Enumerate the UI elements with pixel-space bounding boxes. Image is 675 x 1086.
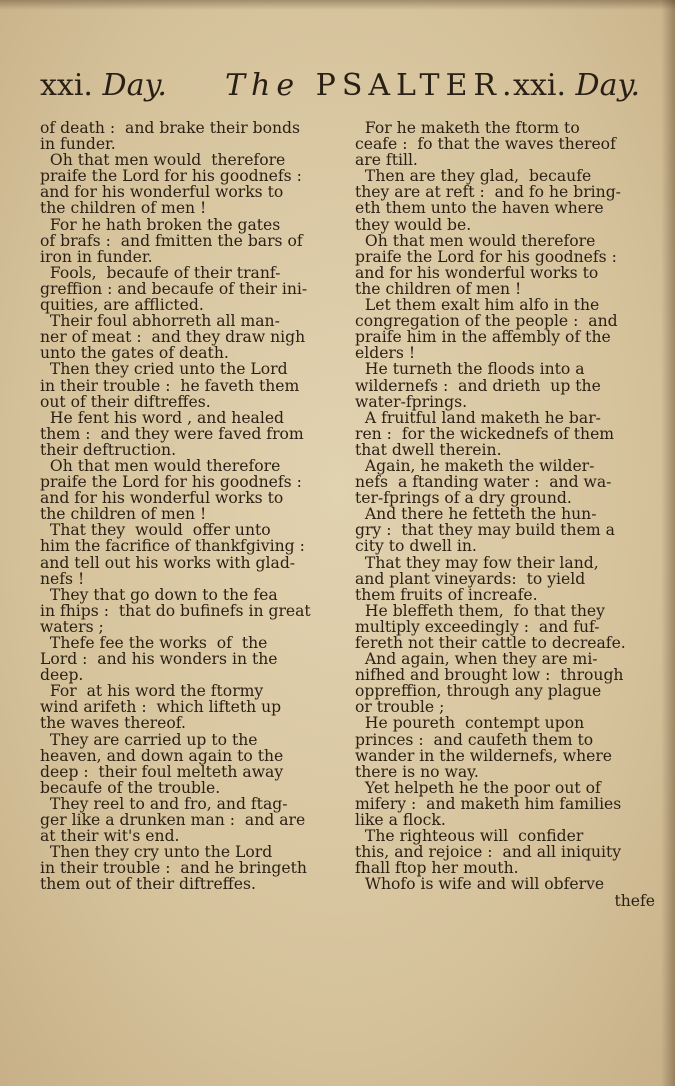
- text-line: and for his wonderful works to: [40, 489, 284, 508]
- text-line: and plant vineyards: to yield: [355, 569, 586, 588]
- text-line: That they may fow their land,: [355, 553, 599, 572]
- text-line: Yet helpeth he the poor out of: [355, 778, 601, 797]
- text-line: heaven, and down again to the: [40, 746, 284, 765]
- text-line: the waves thereof.: [40, 714, 186, 733]
- text-line: like a flock.: [355, 811, 446, 830]
- text-line: ger like a drunken man : and are: [40, 811, 306, 830]
- text-line: becaufe of the trouble.: [40, 778, 221, 797]
- text-line: water-fprings.: [355, 392, 468, 411]
- text-line: praife the Lord for his goodnefs :: [355, 247, 617, 266]
- text-line: praife the Lord for his goodnefs :: [40, 473, 302, 492]
- text-line: They that go down to the fea: [40, 585, 278, 604]
- text-line: deep : their foul melteth away: [40, 762, 284, 781]
- text-line: For he hath broken the gates: [40, 215, 281, 234]
- text-line: And there he fetteth the hun-: [355, 505, 597, 524]
- text-line: their deftruction.: [40, 440, 177, 459]
- text-line: and for his wonderful works to: [40, 183, 284, 202]
- page-right-shadow: [661, 0, 675, 1086]
- text-line: waters ;: [40, 617, 104, 636]
- text-line: quities, are afflicted.: [40, 296, 204, 315]
- text-line: Lord : and his wonders in the: [40, 650, 278, 669]
- text-line: He bleffeth them, fo that they: [355, 601, 605, 620]
- header-right-prefix: xxi.: [513, 68, 566, 103]
- text-line: Their foul abhorreth all man-: [40, 312, 280, 331]
- text-line: there is no way.: [355, 762, 479, 781]
- text-line: the children of men !: [40, 199, 207, 218]
- text-line: gry : that they may build them a: [355, 521, 615, 540]
- text-line: That they would offer unto: [40, 521, 271, 540]
- text-line: iron in funder.: [40, 247, 153, 266]
- text-line: congregation of the people : and: [355, 312, 618, 331]
- text-line: wildernefs : and drieth up the: [355, 376, 601, 395]
- text-line: Oh that men would therefore: [40, 456, 281, 475]
- text-line: nifhed and brought low : through: [355, 666, 624, 685]
- text-line: ter-fprings of a dry ground.: [355, 489, 572, 508]
- text-line: For he maketh the ftorm to: [355, 119, 580, 137]
- text-line: He poureth contempt upon: [355, 714, 585, 733]
- header-left-prefix: xxi.: [40, 68, 93, 103]
- text-line: eth them unto the haven where: [355, 199, 604, 218]
- text-line: Let them exalt him alfo in the: [355, 296, 600, 315]
- text-line: them : and they were faved from: [40, 424, 304, 443]
- text-line: He fent his word , and healed: [40, 408, 285, 427]
- text-line: in their trouble : he faveth them: [40, 376, 300, 395]
- text-line: they would be.: [355, 215, 472, 234]
- text-line: at their wit's end.: [40, 827, 180, 846]
- text-line: oppreffion, through any plague: [355, 682, 602, 701]
- text-line: him the facrifice of thankfgiving :: [40, 537, 305, 556]
- text-line: of brafs : and fmitten the bars of: [40, 231, 303, 250]
- text-line: in their trouble : and he bringeth: [40, 859, 307, 878]
- text-line: are ftill.: [355, 151, 418, 170]
- text-line: deep.: [40, 666, 84, 685]
- text-line: Oh that men would therefore: [40, 151, 286, 170]
- text-line: nefs !: [40, 569, 85, 588]
- text-line: mifery : and maketh him families: [355, 794, 622, 813]
- text-line: this, and rejoice : and all iniquity: [355, 843, 622, 862]
- text-line: princes : and caufeth them to: [355, 730, 594, 749]
- text-line: or trouble ;: [355, 698, 445, 717]
- text-line: in funder.: [40, 135, 116, 154]
- header-left-day-word: Day.: [102, 68, 167, 103]
- text-line: They are carried up to the: [40, 730, 258, 749]
- text-line: praife him in the affembly of the: [355, 328, 611, 347]
- text-line: them fruits of increafe.: [355, 585, 538, 604]
- left-column: [40, 120, 340, 893]
- text-line: nefs a ftanding water : and wa-: [355, 473, 612, 492]
- text-line: of death : and brake their bonds: [40, 119, 301, 137]
- page-top-shadow: [0, 0, 675, 10]
- text-line: unto the gates of death.: [40, 344, 229, 363]
- text-line: Then they cry unto the Lord: [40, 843, 273, 862]
- text-line: in fhips : that do bufinefs in great: [40, 601, 311, 620]
- text-line: Oh that men would therefore: [355, 231, 596, 250]
- text-line: Fools, becaufe of their tranf-: [40, 263, 281, 282]
- running-header: [40, 68, 640, 112]
- header-title-the: The: [225, 68, 301, 103]
- text-line: thefe: [614, 891, 655, 910]
- text-line: He turneth the floods into a: [355, 360, 585, 379]
- text-line: They reel to and fro, and ftag-: [40, 794, 288, 813]
- text-line: they are at reft : and fo he bring-: [355, 183, 621, 202]
- header-left-day: [40, 68, 167, 103]
- text-line: Thefe fee the works of the: [40, 634, 268, 652]
- text-line: And again, when they are mi-: [355, 650, 598, 669]
- text-line: elders !: [355, 344, 416, 363]
- text-line: Again, he maketh the wilder-: [355, 456, 595, 475]
- text-line: fhall ftop her mouth.: [355, 859, 519, 878]
- text-line: greffion : and becaufe of their ini-: [40, 279, 308, 298]
- header-right-day: [513, 68, 640, 103]
- text-line: ren : for the wickednefs of them: [355, 424, 615, 443]
- header-title: [225, 68, 518, 103]
- header-right-day-word: Day.: [575, 68, 640, 103]
- text-line: ceafe : fo that the waves thereof: [355, 135, 616, 154]
- text-line: city to dwell in.: [355, 537, 477, 556]
- text-line: out of their diftreffes.: [40, 392, 211, 411]
- text-line: wind arifeth : which lifteth up: [40, 698, 282, 717]
- text-line: Then are they glad, becaufe: [355, 167, 592, 186]
- text-line: Then they cried unto the Lord: [40, 360, 288, 379]
- text-line: wander in the wildernefs, where: [355, 746, 613, 765]
- text-line: them out of their diftreffes.: [40, 875, 256, 894]
- text-line: For at his word the ftormy: [40, 682, 264, 701]
- text-line: fereth not their cattle to decreafe.: [355, 634, 626, 652]
- text-line: the children of men !: [355, 279, 522, 298]
- text-line: multiply exceedingly : and fuf-: [355, 617, 600, 636]
- text-line: A fruitful land maketh he bar-: [355, 408, 601, 427]
- text-line: ner of meat : and they draw nigh: [40, 328, 306, 347]
- text-line: praife the Lord for his goodnefs :: [40, 167, 302, 186]
- text-line: Whofo is wife and will obferve: [355, 875, 605, 894]
- header-title-psalter: PSALTER.: [315, 68, 518, 103]
- text-line: the children of men !: [40, 505, 207, 524]
- text-line: and tell out his works with glad-: [40, 553, 296, 572]
- text-line: and for his wonderful works to: [355, 263, 599, 282]
- text-line: that dwell therein.: [355, 440, 502, 459]
- right-column: [355, 120, 655, 909]
- text-line: The righteous will confider: [355, 827, 584, 846]
